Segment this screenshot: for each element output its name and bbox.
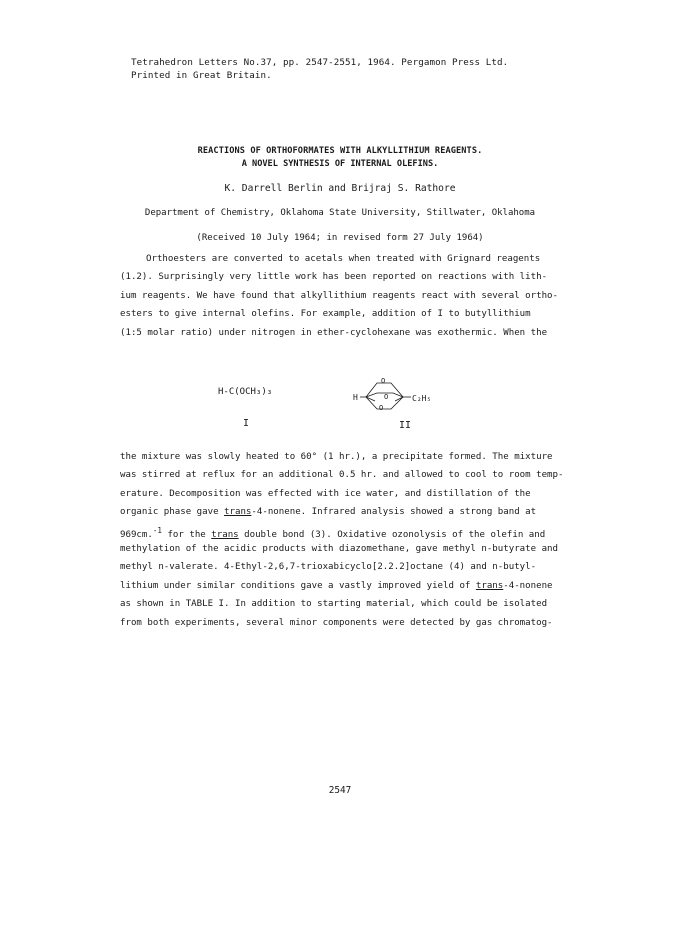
italic-trans: trans xyxy=(475,580,504,591)
paragraph-line: ium reagents. We have found that alkyllithium reagents react with several ortho- xyxy=(120,290,558,301)
citation-line: Tetrahedron Letters No.37, pp. 2547-2551, 1964. Pergamon Press Ltd. xyxy=(131,57,509,68)
paragraph-line: 969cm.$^{-1}$ for the trans double bond (3). Oxidative ozonolysis of the olefin and xyxy=(120,525,546,540)
paragraph-line: was stirred at reflux for an additional 0.5 hr. and allowed to cool to room temp- xyxy=(120,470,564,481)
italic-trans: trans xyxy=(211,529,239,540)
paragraph-line: (1.2). Surprisingly very little work has been reported on reactions with lith- xyxy=(120,272,548,283)
compound-ii-ethyl-group: C₂H₅ xyxy=(412,394,432,403)
paragraph-line: methyl n-valerate. 4-Ethyl-2,6,7-trioxabicyclo[2.2.2]octane (4) and n-butyl- xyxy=(120,562,537,573)
printed-line: Printed in Great Britain. xyxy=(131,70,272,81)
paragraph-line: from both experiments, several minor components were detected by gas chromatog- xyxy=(120,617,553,628)
paragraph-2 xyxy=(120,452,570,636)
received-dates: (Received 10 July 1964; in revised form 27 July 1964) xyxy=(196,233,484,243)
superscript: -1 xyxy=(152,525,162,535)
title-line-2: A NOVEL SYNTHESIS OF INTERNAL OLEFINS. xyxy=(241,159,439,169)
paragraph-line: lithium under similar conditions gave a vastly improved yield of trans-4-nonene xyxy=(120,580,553,591)
journal-header xyxy=(131,56,508,82)
authors: K. Darrell Berlin and Brijraj S. Rathore xyxy=(224,183,456,194)
paragraph-line: as shown in TABLE I. In addition to starting material, which could be isolated xyxy=(120,599,548,610)
affiliation: Department of Chemistry, Oklahoma State University, Stillwater, Oklahoma xyxy=(144,208,536,218)
title-line-1: REACTIONS OF ORTHOFORMATES WITH ALKYLLITHIUM REAGENTS. xyxy=(197,146,483,156)
paragraph-line: erature. Decomposition was effected with ice water, and distillation of the xyxy=(120,488,531,499)
paragraph-line: esters to give internal olefins. For example, addition of I to butyllithium xyxy=(120,309,531,320)
italic-trans: trans xyxy=(224,507,252,518)
paragraph-line: organic phase gave trans-4-nonene. Infrared analysis showed a strong band at xyxy=(120,507,537,518)
compound-ii-h-atom: H xyxy=(353,393,358,402)
paragraph-line: methylation of the acidic products with diazomethane, gave methyl n-butyrate and xyxy=(120,543,558,554)
compound-ii-label: II xyxy=(399,420,412,431)
compound-ii-structure xyxy=(353,373,443,418)
page-number: 2547 xyxy=(328,785,352,796)
compound-ii-o-top: O xyxy=(381,377,386,385)
compound-ii-o-bottom: O xyxy=(379,404,384,412)
compound-i-label: I xyxy=(243,418,250,429)
paragraph-line: (1:5 molar ratio) under nitrogen in ether-cyclohexane was exothermic. When the xyxy=(120,327,548,338)
paragraph-1 xyxy=(120,254,570,346)
paragraph-line: Orthoesters are converted to acetals when treated with Grignard reagents xyxy=(146,254,541,264)
paragraph-line: the mixture was slowly heated to 60° (1 hr.), a precipitate formed. The mixture xyxy=(120,452,553,462)
compound-ii-o-mid: O xyxy=(384,393,389,401)
compound-i-formula: H-C(OCH₃)₃ xyxy=(218,387,273,397)
